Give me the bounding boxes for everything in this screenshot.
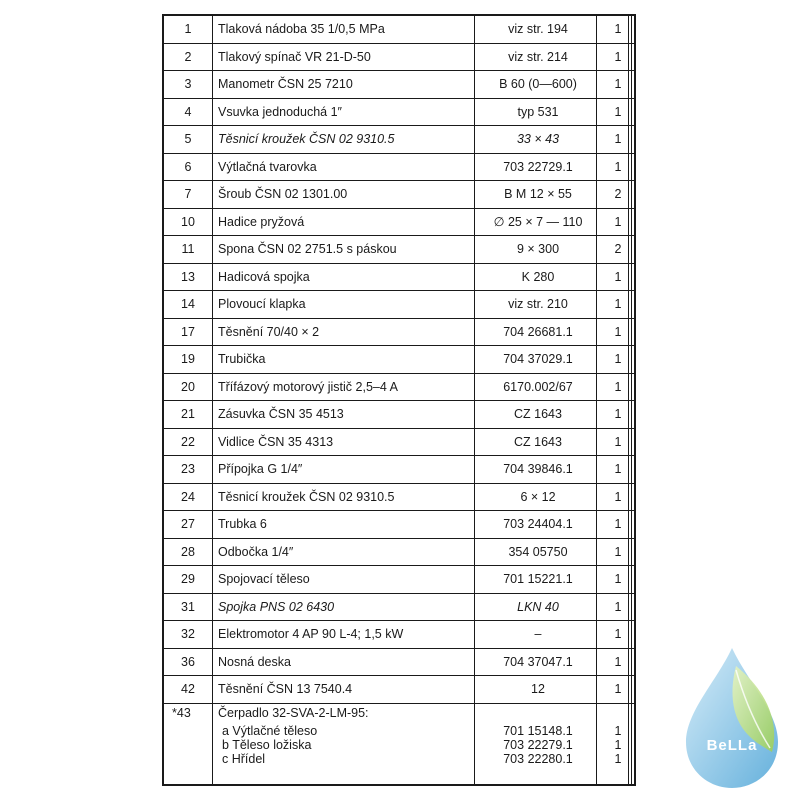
part-name: Přípojka G 1/4″ [218, 462, 303, 477]
part-quantity: 1 [614, 269, 622, 284]
part-number: 4 [184, 104, 192, 119]
parts-table [162, 14, 636, 786]
part-quantity: 1 [614, 462, 622, 477]
part-number: 19 [181, 352, 195, 367]
part-name: Šroub ČSN 02 1301.00 [218, 187, 348, 202]
table-row [164, 649, 634, 677]
part-quantity: 1 [614, 752, 622, 766]
part-number: 29 [181, 572, 195, 587]
table-row [164, 126, 634, 154]
table-row [164, 566, 634, 594]
part-reference: 12 [531, 682, 545, 697]
part-name: Hadicová spojka [218, 269, 310, 284]
table-row [164, 594, 634, 622]
table-row [164, 154, 634, 182]
part-reference: B M 12 × 55 [504, 187, 572, 202]
table-row [164, 511, 634, 539]
part-reference: 703 22280.1 [503, 752, 573, 766]
part-number: 24 [181, 489, 195, 504]
part-name: Výtlačná tvarovka [218, 159, 317, 174]
part-number: 7 [184, 187, 192, 202]
part-reference: 6170.002/67 [503, 379, 573, 394]
part-number: 6 [184, 159, 192, 174]
part-reference: 704 37029.1 [503, 352, 573, 367]
table-row [164, 374, 634, 402]
part-name: a Výtlačné těleso [222, 724, 318, 738]
part-name: Těsnění ČSN 13 7540.4 [218, 682, 353, 697]
part-quantity: 1 [614, 572, 622, 587]
part-quantity: 1 [614, 682, 622, 697]
part-number: 2 [184, 49, 192, 64]
part-quantity: 1 [614, 407, 622, 422]
part-name: Spojovací těleso [218, 572, 310, 587]
table-row [164, 401, 634, 429]
part-quantity: 1 [614, 599, 622, 614]
part-quantity: 1 [614, 77, 622, 92]
part-number: 27 [181, 517, 195, 532]
table-row [164, 484, 634, 512]
part-quantity: 2 [614, 187, 622, 202]
part-quantity: 1 [614, 297, 622, 312]
part-number: 14 [181, 297, 195, 312]
part-name: b Těleso ložiska [222, 738, 312, 752]
part-name: Spojka PNS 02 6430 [218, 599, 335, 614]
part-name: Hadice pryžová [218, 214, 305, 229]
part-quantity: 1 [614, 627, 622, 642]
part-quantity: 1 [614, 49, 622, 64]
table-row [164, 429, 634, 457]
part-number: 21 [181, 407, 195, 422]
part-reference: 701 15148.1 [503, 724, 573, 738]
part-name: Zásuvka ČSN 35 4513 [218, 407, 344, 422]
part-name: Trubička [218, 352, 266, 367]
table-row [164, 44, 634, 72]
part-quantity: 1 [614, 489, 622, 504]
part-name: Manometr ČSN 25 7210 [218, 77, 353, 92]
part-name: c Hřídel [222, 752, 266, 766]
part-number: 42 [181, 682, 195, 697]
part-number: 1 [184, 22, 192, 37]
part-name: Tlaková nádoba 35 1/0,5 MPa [218, 22, 385, 37]
table-row [164, 346, 634, 374]
part-reference: viz str. 214 [508, 49, 568, 64]
part-quantity: 1 [614, 104, 622, 119]
part-name: Třífázový motorový jistič 2,5–4 A [218, 379, 398, 394]
part-quantity: 1 [614, 214, 622, 229]
part-number: 28 [181, 544, 195, 559]
part-reference: 703 22279.1 [503, 738, 573, 752]
part-number: 5 [184, 132, 192, 147]
part-name: Nosná deska [218, 654, 291, 669]
part-name: Plovoucí klapka [218, 297, 306, 312]
bella-logo [676, 642, 788, 792]
table-row [164, 71, 634, 99]
table-row [164, 539, 634, 567]
table-row-pump [164, 704, 634, 784]
part-number: 13 [181, 269, 195, 284]
part-quantity: 1 [614, 379, 622, 394]
part-name: Spona ČSN 02 2751.5 s páskou [218, 242, 397, 257]
table-row [164, 456, 634, 484]
table-row [164, 181, 634, 209]
part-reference: LKN 40 [517, 599, 559, 614]
part-name: Trubka 6 [218, 517, 267, 532]
part-number: 20 [181, 379, 195, 394]
part-reference: 703 22729.1 [503, 159, 573, 174]
part-reference: typ 531 [517, 104, 559, 119]
part-quantity: 1 [614, 434, 622, 449]
part-reference: 33 × 43 [516, 132, 560, 147]
part-quantity: 2 [614, 242, 622, 257]
part-reference: CZ 1643 [514, 407, 562, 422]
table-row [164, 99, 634, 127]
part-name: Odbočka 1/4″ [218, 544, 294, 559]
part-number: 32 [181, 627, 195, 642]
water-drop-leaf-icon [686, 648, 778, 788]
part-quantity: 1 [614, 654, 622, 669]
part-quantity: 1 [614, 159, 622, 174]
part-reference: B 60 (0—600) [499, 77, 577, 92]
part-reference: 701 15221.1 [503, 572, 573, 587]
part-name: Čerpadlo 32-SVA-2-LM-95: [218, 706, 369, 720]
part-reference: 703 24404.1 [503, 517, 573, 532]
part-number: 31 [181, 599, 195, 614]
table-row [164, 319, 634, 347]
part-quantity: 1 [614, 324, 622, 339]
part-reference: 354 05750 [508, 544, 568, 559]
part-reference: 704 37047.1 [503, 654, 573, 669]
part-quantity: 1 [614, 724, 622, 738]
part-number: 23 [181, 462, 195, 477]
part-reference: ∅ 25 × 7 — 110 [493, 215, 583, 230]
part-name: Těsnicí kroužek ČSN 02 9310.5 [218, 132, 395, 147]
logo-text: BeLLa [706, 737, 758, 754]
part-quantity: 1 [614, 517, 622, 532]
part-reference: 6 × 12 [520, 489, 556, 504]
part-quantity: 1 [614, 132, 622, 147]
part-name: Těsnění 70/40 × 2 [218, 324, 320, 339]
part-reference: 9 × 300 [516, 242, 560, 257]
part-reference: viz str. 194 [508, 22, 568, 37]
part-number: *43 [172, 706, 191, 720]
part-number: 36 [181, 654, 195, 669]
part-name: Těsnicí kroužek ČSN 02 9310.5 [218, 489, 395, 504]
part-number: 17 [181, 324, 195, 339]
part-name: Vsuvka jednoduchá 1″ [218, 104, 342, 119]
part-number: 22 [181, 434, 195, 449]
table-row [164, 621, 634, 649]
part-name: Tlakový spínač VR 21-D-50 [218, 49, 371, 64]
part-number: 3 [184, 77, 192, 92]
part-quantity: 1 [614, 544, 622, 559]
part-reference: viz str. 210 [508, 297, 568, 312]
part-quantity: 1 [614, 352, 622, 367]
part-reference: K 280 [521, 269, 555, 284]
table-row [164, 209, 634, 237]
table-row [164, 236, 634, 264]
part-name: Vidlice ČSN 35 4313 [218, 434, 334, 449]
part-number: 10 [181, 214, 195, 229]
part-reference: 704 26681.1 [503, 324, 573, 339]
part-reference: CZ 1643 [514, 434, 562, 449]
table-row [164, 16, 634, 44]
part-quantity: 1 [614, 22, 622, 37]
part-reference: 704 39846.1 [503, 462, 573, 477]
part-name: Elektromotor 4 AP 90 L-4; 1,5 kW [218, 627, 404, 642]
table-row [164, 264, 634, 292]
part-number: 11 [181, 242, 195, 257]
part-quantity: 1 [614, 738, 622, 752]
part-reference: – [534, 627, 542, 642]
table-row [164, 676, 634, 704]
table-row [164, 291, 634, 319]
